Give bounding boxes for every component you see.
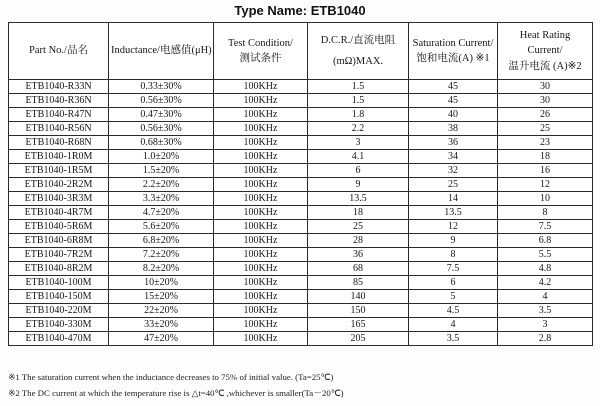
cell-part-no: ETB1040-6R8M — [9, 234, 109, 248]
cell-part-no: ETB1040-R33N — [9, 80, 109, 94]
cell-dcr: 25 — [308, 220, 409, 234]
cell-dcr: 36 — [308, 248, 409, 262]
column-header-saturation-current — [409, 23, 498, 80]
cell-part-no: ETB1040-100M — [9, 276, 109, 290]
cell-heat-rating-current: 3.5 — [498, 304, 593, 318]
cell-inductance: 6.8±20% — [109, 234, 214, 248]
cell-dcr: 1.8 — [308, 108, 409, 122]
cell-part-no: ETB1040-7R2M — [9, 248, 109, 262]
cell-test-condition: 100KHz — [214, 220, 308, 234]
cell-inductance: 0.47±30% — [109, 108, 214, 122]
cell-saturation-current: 4 — [409, 318, 498, 332]
cell-inductance: 2.2±20% — [109, 178, 214, 192]
spec-table — [8, 22, 593, 346]
cell-dcr: 140 — [308, 290, 409, 304]
cell-dcr: 13.5 — [308, 192, 409, 206]
header-line: (mΩ)MAX. — [332, 56, 384, 67]
table-row — [9, 262, 593, 276]
cell-part-no: ETB1040-4R7M — [9, 206, 109, 220]
cell-inductance: 33±20% — [109, 318, 214, 332]
spec-table-header — [9, 23, 593, 80]
cell-heat-rating-current: 7.5 — [498, 220, 593, 234]
cell-heat-rating-current: 4 — [498, 290, 593, 304]
cell-heat-rating-current: 4.8 — [498, 262, 593, 276]
column-header-part-no — [9, 23, 109, 80]
cell-heat-rating-current: 4.2 — [498, 276, 593, 290]
cell-dcr: 18 — [308, 206, 409, 220]
cell-part-no: ETB1040-470M — [9, 332, 109, 346]
table-row — [9, 206, 593, 220]
column-header-dcr — [308, 23, 409, 80]
cell-test-condition: 100KHz — [214, 94, 308, 108]
footnotes — [8, 369, 592, 402]
cell-heat-rating-current: 25 — [498, 122, 593, 136]
cell-saturation-current: 25 — [409, 178, 498, 192]
cell-inductance: 1.0±20% — [109, 150, 214, 164]
cell-heat-rating-current: 26 — [498, 108, 593, 122]
cell-part-no: ETB1040-220M — [9, 304, 109, 318]
cell-inductance: 22±20% — [109, 304, 214, 318]
cell-inductance: 0.56±30% — [109, 122, 214, 136]
cell-heat-rating-current: 18 — [498, 150, 593, 164]
cell-dcr: 2.2 — [308, 122, 409, 136]
cell-inductance: 7.2±20% — [109, 248, 214, 262]
cell-saturation-current: 34 — [409, 150, 498, 164]
cell-saturation-current: 45 — [409, 94, 498, 108]
footnote: ※1 The saturation current when the inductance decreases to 75% of initial value. (Ta=25℃) — [8, 372, 334, 382]
cell-heat-rating-current: 8 — [498, 206, 593, 220]
footnote: ※2 The DC current at which the temperature rise is △t=40℃ ,whichever is smaller(Ta－20℃) — [8, 388, 344, 399]
cell-dcr: 1.5 — [308, 80, 409, 94]
column-header-inductance — [109, 23, 214, 80]
cell-inductance: 8.2±20% — [109, 262, 214, 276]
cell-part-no: ETB1040-R47N — [9, 108, 109, 122]
cell-dcr: 85 — [308, 276, 409, 290]
cell-inductance: 10±20% — [109, 276, 214, 290]
cell-dcr: 28 — [308, 234, 409, 248]
cell-saturation-current: 40 — [409, 108, 498, 122]
column-header-heat-rating-current — [498, 23, 593, 80]
cell-part-no: ETB1040-330M — [9, 318, 109, 332]
cell-heat-rating-current: 10 — [498, 192, 593, 206]
table-row — [9, 136, 593, 150]
table-row — [9, 122, 593, 136]
cell-heat-rating-current: 6.8 — [498, 234, 593, 248]
header-line: 温升电流 (A)※2 — [508, 60, 582, 72]
cell-part-no: ETB1040-2R2M — [9, 178, 109, 192]
page-title: Type Name: ETB1040 — [234, 3, 366, 18]
cell-test-condition: 100KHz — [214, 262, 308, 276]
cell-inductance: 5.6±20% — [109, 220, 214, 234]
cell-part-no: ETB1040-R56N — [9, 122, 109, 136]
cell-saturation-current: 32 — [409, 164, 498, 178]
table-row — [9, 234, 593, 248]
cell-part-no: ETB1040-3R3M — [9, 192, 109, 206]
cell-inductance: 0.68±30% — [109, 136, 214, 150]
cell-inductance: 3.3±20% — [109, 192, 214, 206]
cell-test-condition: 100KHz — [214, 304, 308, 318]
table-row — [9, 290, 593, 304]
table-row — [9, 150, 593, 164]
cell-test-condition: 100KHz — [214, 122, 308, 136]
header-line: Heat Rating — [519, 30, 571, 42]
cell-dcr: 9 — [308, 178, 409, 192]
cell-dcr: 165 — [308, 318, 409, 332]
header-line: 饱和电流(A) ※1 — [416, 53, 490, 64]
header-row — [9, 23, 593, 80]
cell-test-condition: 100KHz — [214, 164, 308, 178]
header-line: Inductance/电感值(μH) — [111, 45, 212, 57]
cell-saturation-current: 12 — [409, 220, 498, 234]
cell-test-condition: 100KHz — [214, 234, 308, 248]
cell-inductance: 0.56±30% — [109, 94, 214, 108]
table-row — [9, 80, 593, 94]
cell-test-condition: 100KHz — [214, 332, 308, 346]
cell-saturation-current: 14 — [409, 192, 498, 206]
cell-test-condition: 100KHz — [214, 178, 308, 192]
cell-heat-rating-current: 16 — [498, 164, 593, 178]
cell-saturation-current: 3.5 — [409, 332, 498, 346]
cell-test-condition: 100KHz — [214, 318, 308, 332]
cell-dcr: 3 — [308, 136, 409, 150]
cell-heat-rating-current: 2.8 — [498, 332, 593, 346]
cell-saturation-current: 7.5 — [409, 262, 498, 276]
cell-test-condition: 100KHz — [214, 80, 308, 94]
table-row — [9, 304, 593, 318]
table-row — [9, 318, 593, 332]
cell-test-condition: 100KHz — [214, 136, 308, 150]
cell-part-no: ETB1040-R68N — [9, 136, 109, 150]
table-row — [9, 108, 593, 122]
cell-saturation-current: 9 — [409, 234, 498, 248]
header-line: Test Condition/ — [228, 37, 293, 49]
cell-test-condition: 100KHz — [214, 192, 308, 206]
table-row — [9, 220, 593, 234]
cell-heat-rating-current: 3 — [498, 318, 593, 332]
cell-saturation-current: 38 — [409, 122, 498, 136]
header-line: 测试条件 — [239, 53, 282, 64]
column-header-test-condition — [214, 23, 308, 80]
cell-heat-rating-current: 30 — [498, 94, 593, 108]
spec-table-body — [9, 80, 593, 346]
table-row — [9, 248, 593, 262]
cell-heat-rating-current: 5.5 — [498, 248, 593, 262]
cell-test-condition: 100KHz — [214, 276, 308, 290]
cell-dcr: 1.5 — [308, 94, 409, 108]
cell-part-no: ETB1040-1R5M — [9, 164, 109, 178]
cell-saturation-current: 36 — [409, 136, 498, 150]
cell-dcr: 6 — [308, 164, 409, 178]
cell-test-condition: 100KHz — [214, 108, 308, 122]
table-row — [9, 192, 593, 206]
header-line: Current/ — [527, 45, 563, 57]
cell-dcr: 4.1 — [308, 150, 409, 164]
table-row — [9, 276, 593, 290]
cell-test-condition: 100KHz — [214, 290, 308, 304]
header-line: D.C.R./直流电阻 — [320, 34, 396, 46]
cell-part-no: ETB1040-8R2M — [9, 262, 109, 276]
header-line: Saturation Current/ — [412, 37, 494, 49]
cell-dcr: 150 — [308, 304, 409, 318]
cell-inductance: 4.7±20% — [109, 206, 214, 220]
table-row — [9, 94, 593, 108]
cell-saturation-current: 13.5 — [409, 206, 498, 220]
cell-part-no: ETB1040-R36N — [9, 94, 109, 108]
cell-test-condition: 100KHz — [214, 206, 308, 220]
cell-test-condition: 100KHz — [214, 150, 308, 164]
cell-part-no: ETB1040-5R6M — [9, 220, 109, 234]
cell-dcr: 205 — [308, 332, 409, 346]
cell-inductance: 15±20% — [109, 290, 214, 304]
cell-inductance: 0.33±30% — [109, 80, 214, 94]
cell-part-no: ETB1040-150M — [9, 290, 109, 304]
cell-heat-rating-current: 30 — [498, 80, 593, 94]
cell-part-no: ETB1040-1R0M — [9, 150, 109, 164]
table-row — [9, 164, 593, 178]
cell-heat-rating-current: 12 — [498, 178, 593, 192]
cell-inductance: 47±20% — [109, 332, 214, 346]
cell-heat-rating-current: 23 — [498, 136, 593, 150]
cell-dcr: 68 — [308, 262, 409, 276]
cell-saturation-current: 45 — [409, 80, 498, 94]
cell-test-condition: 100KHz — [214, 248, 308, 262]
cell-saturation-current: 4.5 — [409, 304, 498, 318]
cell-inductance: 1.5±20% — [109, 164, 214, 178]
cell-saturation-current: 6 — [409, 276, 498, 290]
table-row — [9, 178, 593, 192]
cell-saturation-current: 8 — [409, 248, 498, 262]
header-line: Part No./品名 — [29, 45, 88, 57]
cell-saturation-current: 5 — [409, 290, 498, 304]
table-row — [9, 332, 593, 346]
